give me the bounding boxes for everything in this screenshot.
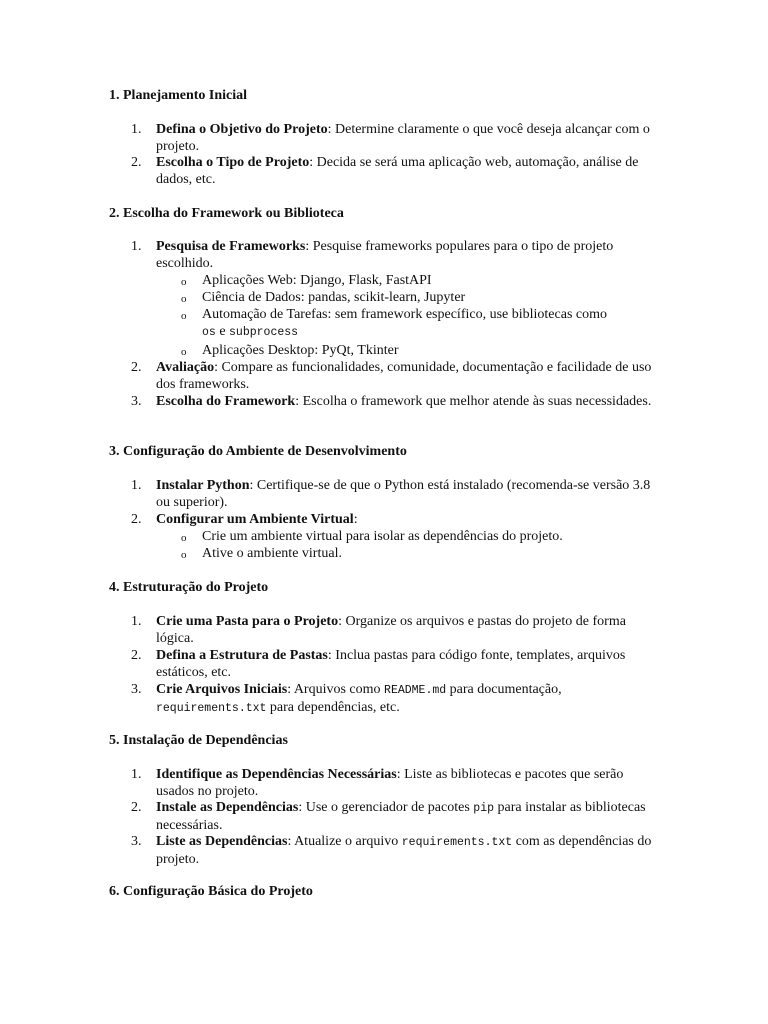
sub-item-text: Automação de Tarefas: sem framework específico, use bibliotecas como (202, 307, 607, 322)
list-item (156, 154, 656, 188)
sub-list-item: Ative o ambiente virtual. (202, 546, 342, 561)
list-item (156, 613, 656, 647)
inline-code: os (202, 326, 216, 339)
item-bold-label: Avaliação (156, 360, 215, 375)
list-number: 3. (131, 394, 142, 409)
list-item (156, 647, 656, 681)
item-bold-label: Escolha o Tipo de Projeto (156, 155, 310, 170)
list-number: 1. (131, 478, 142, 493)
bullet-icon: o (181, 310, 187, 322)
section-heading: 1. Planejamento Inicial (109, 88, 248, 103)
item-bold-label: Configurar um Ambiente Virtual (156, 512, 354, 527)
list-item (156, 681, 656, 717)
item-bold-label: Identifique as Dependências Necessárias (156, 767, 397, 782)
list-item (156, 359, 656, 393)
section-heading: 2. Escolha do Framework ou Biblioteca (109, 206, 344, 221)
item-text: com as dependências do projeto. (156, 834, 652, 867)
item-bold-label: Crie uma Pasta para o Projeto (156, 614, 339, 629)
bullet-icon: o (181, 276, 187, 288)
item-text: : Compare as funcionalidades, comunidade, documentação e facilidade de uso dos frameworks. (156, 360, 652, 392)
item-bold-label: Liste as Dependências (156, 834, 288, 849)
list-number: 1. (131, 767, 142, 782)
list-number: 3. (131, 682, 142, 697)
item-text: : Atualize o arquivo (287, 834, 402, 849)
inline-code: requirements.txt (401, 836, 513, 849)
item-bold-label: Instale as Dependências (156, 800, 299, 815)
sub-list-item (202, 306, 662, 341)
section-heading: 6. Configuração Básica do Projeto (109, 884, 313, 899)
inline-code: requirements.txt (156, 702, 267, 715)
item-text: : Pesquise frameworks populares para o tipo de projeto escolhido. (156, 239, 614, 271)
inline-code: pip (473, 802, 495, 815)
list-number: 2. (131, 360, 142, 375)
item-bold-label: Defina a Estrutura de Pastas (156, 648, 328, 663)
item-text: para documentação, (446, 682, 562, 697)
list-number: 1. (131, 614, 142, 629)
item-bold-label: Pesquisa de Frameworks (156, 239, 306, 254)
list-number: 2. (131, 800, 142, 815)
item-text: : Inclua pastas para código fonte, templates, arquivos estáticos, etc. (156, 648, 626, 680)
bullet-icon: o (181, 346, 187, 358)
item-text: : Decida se será uma aplicação web, automação, análise de dados, etc. (156, 155, 639, 187)
list-item (156, 477, 656, 511)
bullet-icon: o (181, 549, 187, 561)
inline-code: README.md (384, 684, 447, 697)
item-bold-label: Defina o Objetivo do Projeto (156, 122, 328, 137)
section-heading: 4. Estruturação do Projeto (109, 580, 269, 595)
bullet-icon: o (181, 532, 187, 544)
sub-list-item: Aplicações Web: Django, Flask, FastAPI (202, 273, 432, 288)
list-number: 1. (131, 239, 142, 254)
item-bold-label: Instalar Python (156, 478, 250, 493)
section-heading: 3. Configuração do Ambiente de Desenvolvimento (109, 444, 407, 459)
list-item (156, 121, 656, 155)
item-text: : Certifique-se de que o Python está instalado (recomenda-se versão 3.8 ou superior). (156, 478, 651, 510)
list-item (156, 833, 656, 868)
item-text: para instalar as bibliotecas necessárias. (156, 800, 646, 833)
list-item (156, 799, 656, 834)
sub-list-item: Crie um ambiente virtual para isolar as dependências do projeto. (202, 529, 563, 544)
list-item (156, 766, 656, 800)
list-number: 2. (131, 648, 142, 663)
bullet-icon: o (181, 293, 187, 305)
item-text: : Arquivos como (287, 682, 385, 697)
list-item (156, 511, 656, 528)
list-item (156, 393, 656, 410)
item-bold-label: Crie Arquivos Iniciais (156, 682, 288, 697)
list-number: 2. (131, 512, 142, 527)
item-text: para dependências, etc. (266, 700, 400, 715)
item-text: : (353, 512, 358, 527)
list-number: 1. (131, 122, 142, 137)
item-text: : Organize os arquivos e pastas do projeto de forma lógica. (156, 614, 626, 646)
sub-list-item: Ciência de Dados: pandas, scikit-learn, Jupyter (202, 290, 466, 305)
list-number: 2. (131, 155, 142, 170)
item-text: : Use o gerenciador de pacotes (298, 800, 474, 815)
item-text: : Determine claramente o que você deseja alcançar com o projeto. (156, 122, 650, 154)
sub-list-item: Aplicações Desktop: PyQt, Tkinter (202, 343, 399, 358)
inline-code: subprocess (229, 326, 299, 339)
list-number: 3. (131, 834, 142, 849)
list-item (156, 238, 656, 272)
section-heading: 5. Instalação de Dependências (109, 733, 288, 748)
item-text: : Liste as bibliotecas e pacotes que serão usados no projeto. (156, 767, 624, 799)
sub-item-text: e (215, 324, 230, 339)
item-bold-label: Escolha do Framework (156, 394, 296, 409)
item-text: : Escolha o framework que melhor atende às suas necessidades. (295, 394, 652, 409)
